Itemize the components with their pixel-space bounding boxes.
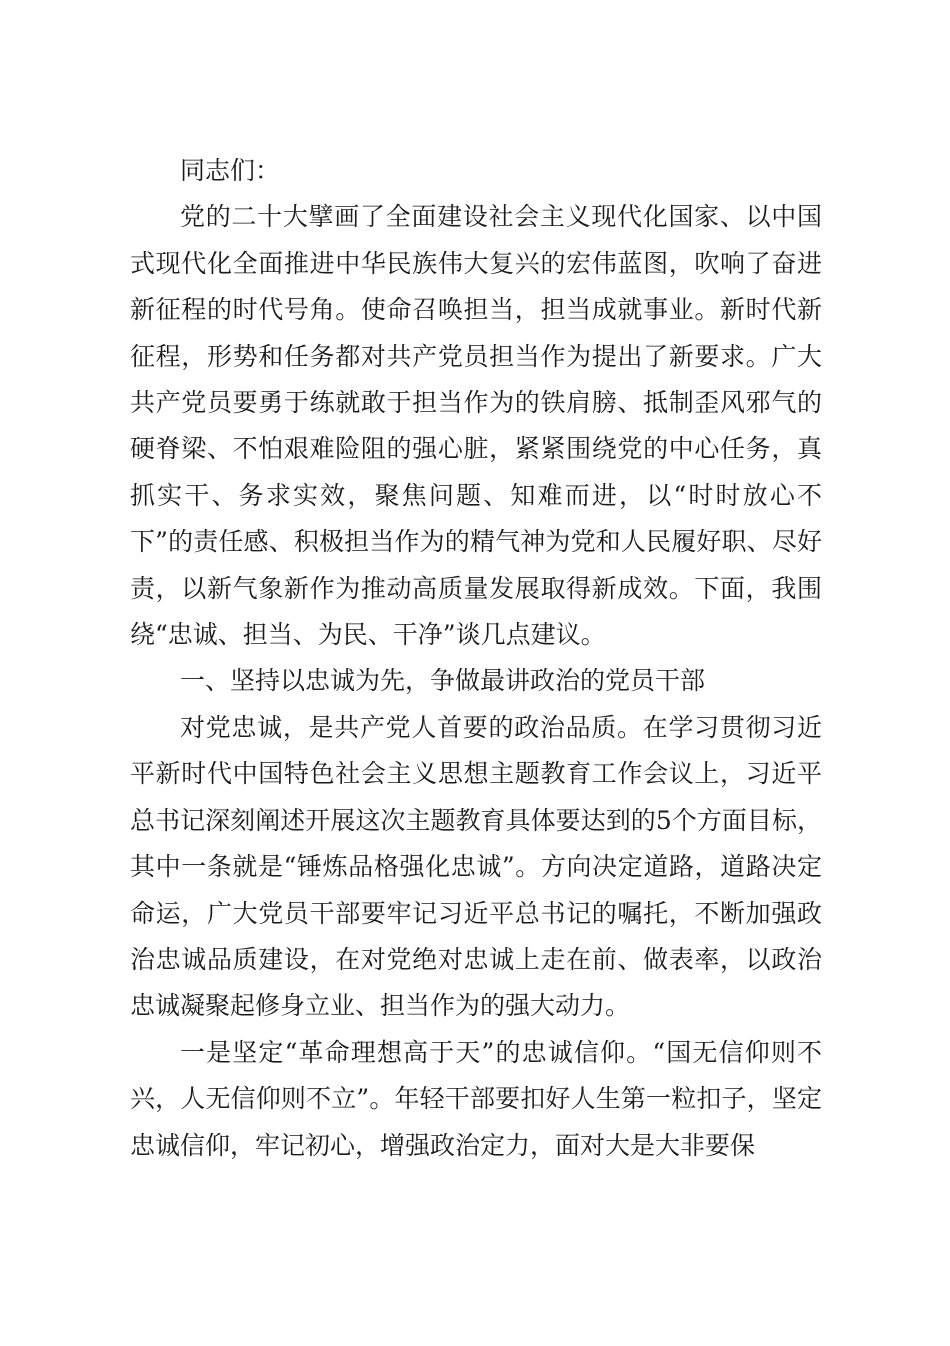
point-1-paragraph: 一是坚定“革命理想高于天”的忠诚信仰。“国无信仰则不兴，人无信仰则不立”。年轻干部要扣好人生第一粒扣子，坚定忠诚信仰，牢记初心，增强政治定力，面对大是大非要保 — [130, 1037, 822, 1160]
section-1-paragraph: 对党忠诚，是共产党人首要的政治品质。在学习贯彻习近平新时代中国特色社会主义思想主题教育工作会议上，习近平总书记深刻阐述开展这次主题教育具体要达到的5个方面目标，其中一条就是“锤炼品格强化忠诚”。方向决定道路，道路决定命运，广大党员干部要牢记习近平总书记的嘱托，不断加强政治忠诚品质建设，在对党绝对忠诚上走在前、做表率，以政治忠诚凝聚起修身立业、担当作为的强大动力。 — [130, 712, 822, 1021]
salutation: 同志们： — [180, 156, 281, 185]
intro-paragraph: 党的二十大擘画了全面建设社会主义现代化国家、以中国式现代化全面推进中华民族伟大复兴的宏伟蓝图，吹响了奋进新征程的时代号角。使命召唤担当，担当成就事业。新时代新征程，形势和任务都对共产党员担当作为提出了新要求。广大共产党员要勇于练就敢于担当作为的铁肩膀、抵制歪风邪气的硬脊梁、不怕艰难险阻的强心脏，紧紧围绕党的中心任务，真抓实干、务求实效，聚焦问题、知难而进，以“时时放心不下”的责任感、积极担当作为的精气神为党和人民履好职、尽好责，以新气象新作为推动高质量发展取得新成效。下面，我围绕“忠诚、担当、为民、干净”谈几点建议。 — [130, 202, 822, 650]
document-body — [130, 148, 822, 1169]
section-heading-1: 一、坚持以忠诚为先，争做最讲政治的党员干部 — [180, 666, 706, 696]
